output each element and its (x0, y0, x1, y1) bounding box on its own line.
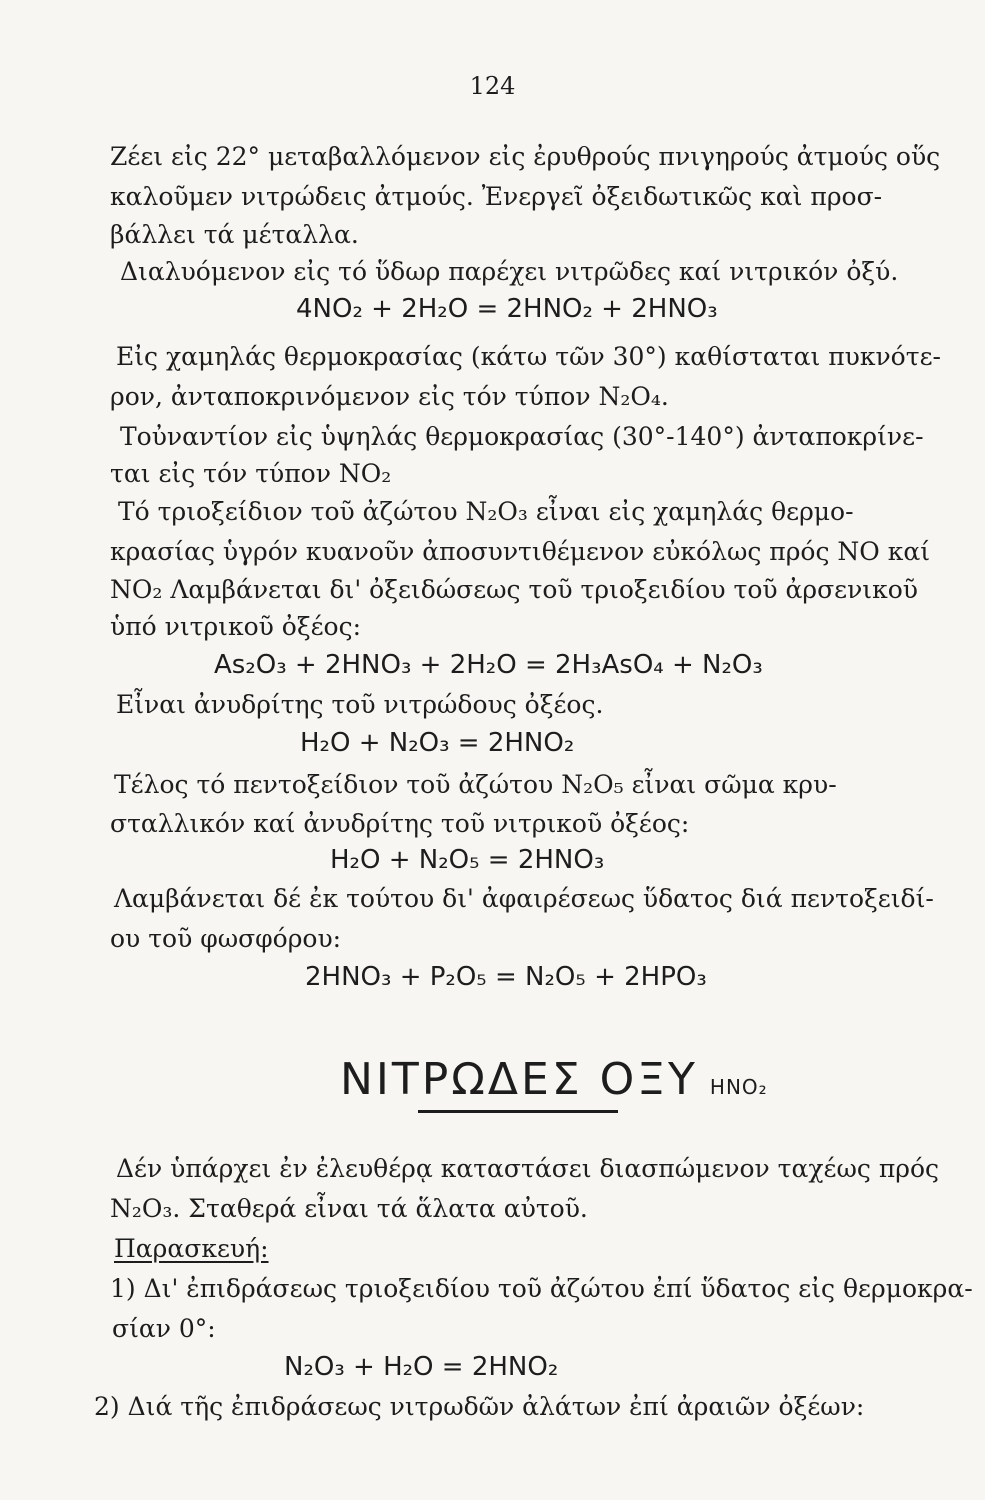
equation: As₂O₃ + 2HNO₃ + 2H₂O = 2H₃AsO₄ + N₂O₃ (214, 650, 763, 680)
text-line: Τέλος τό πεντοξείδιον τοῦ ἀζώτου N₂O₅ εἶναι σῶμα κρυ- (114, 770, 837, 799)
subheading: Παρασκευή: (114, 1234, 269, 1263)
text-line: ται εἰς τόν τύπον NO₂ (110, 459, 392, 488)
equation: N₂O₃ + H₂O = 2HNO₂ (284, 1352, 559, 1382)
equation: 4NO₂ + 2H₂O = 2HNO₂ + 2HNO₃ (296, 294, 718, 324)
text-line: ρον, ἀνταποκρινόμενον εἰς τόν τύπον N₂O₄. (110, 382, 669, 411)
text-line: 2) Διά τῆς ἐπιδράσεως νιτρωδῶν ἀλάτων ἐπί ἀραιῶν ὀξέων: (94, 1392, 865, 1421)
text-line: ου τοῦ φωσφόρου: (110, 924, 342, 953)
text-line: Εἶναι ἀνυδρίτης τοῦ νιτρώδους ὀξέος. (116, 690, 604, 719)
equation: 2HNO₃ + P₂O₅ = N₂O₅ + 2HPO₃ (305, 962, 707, 992)
section-heading (340, 1052, 768, 1115)
text-line: Λαμβάνεται δέ ἐκ τούτου δι' ἀφαιρέσεως ὕδατος διά πεντοξειδί- (114, 884, 934, 913)
text-line: σίαν 0°: (112, 1314, 216, 1343)
equation: H₂O + N₂O₅ = 2HNO₃ (330, 845, 605, 875)
heading-underline (418, 1110, 618, 1113)
equation: H₂O + N₂O₃ = 2HNO₂ (300, 728, 575, 758)
text-line: κρασίας ὑγρόν κυανοῦν ἀποσυντιθέμενον εὐκόλως πρός NO καί (110, 537, 931, 566)
text-line: Εἰς χαμηλάς θερμοκρασίας (κάτω τῶν 30°) καθίσταται πυκνότε- (116, 342, 941, 371)
text-line: Ζέει εἰς 22° μεταβαλλόμενον εἰς ἐρυθρούς πνιγηρούς ἀτμούς οὕς (110, 142, 941, 171)
text-line: σταλλικόν καί ἀνυδρίτης τοῦ νιτρικοῦ ὀξέος: (110, 809, 690, 838)
text-line: καλοῦμεν νιτρώδεις ἀτμούς. Ἐνεργεῖ ὀξειδωτικῶς καὶ προσ- (110, 182, 883, 211)
text-line: N₂O₃. Σταθερά εἶναι τά ἅλατα αὐτοῦ. (110, 1194, 588, 1223)
heading-title: ΝΙΤΡΩΔΕΣ ΟΞΥ (340, 1054, 698, 1105)
text-line: Τό τριοξείδιον τοῦ ἀζώτου N₂O₃ εἶναι εἰς χαμηλάς θερμο- (118, 497, 854, 526)
text-line: 1) Δι' ἐπιδράσεως τριοξειδίου τοῦ ἀζώτου ἐπί ὕδατος εἰς θερμοκρα- (110, 1274, 973, 1303)
text-line: ὑπό νιτρικοῦ ὀξέος: (110, 612, 362, 641)
heading-formula: HNO₂ (709, 1075, 768, 1099)
page-number: 124 (469, 72, 516, 100)
text-line: βάλλει τά μέταλλα. (110, 220, 359, 249)
text-line: NO₂ Λαμβάνεται δι' ὀξειδώσεως τοῦ τριοξειδίου τοῦ ἀρσενικοῦ (110, 575, 918, 604)
text-line: Τοὐναντίον εἰς ὑψηλάς θερμοκρασίας (30°-140°) ἀνταποκρίνε- (120, 422, 924, 451)
text-line: Δέν ὑπάρχει ἐν ἐλευθέρᾳ καταστάσει διασπώμενον ταχέως πρός (116, 1154, 940, 1183)
text-line: Διαλυόμενον εἰς τό ὕδωρ παρέχει νιτρῶδες καί νιτρικόν ὀξύ. (120, 257, 899, 286)
